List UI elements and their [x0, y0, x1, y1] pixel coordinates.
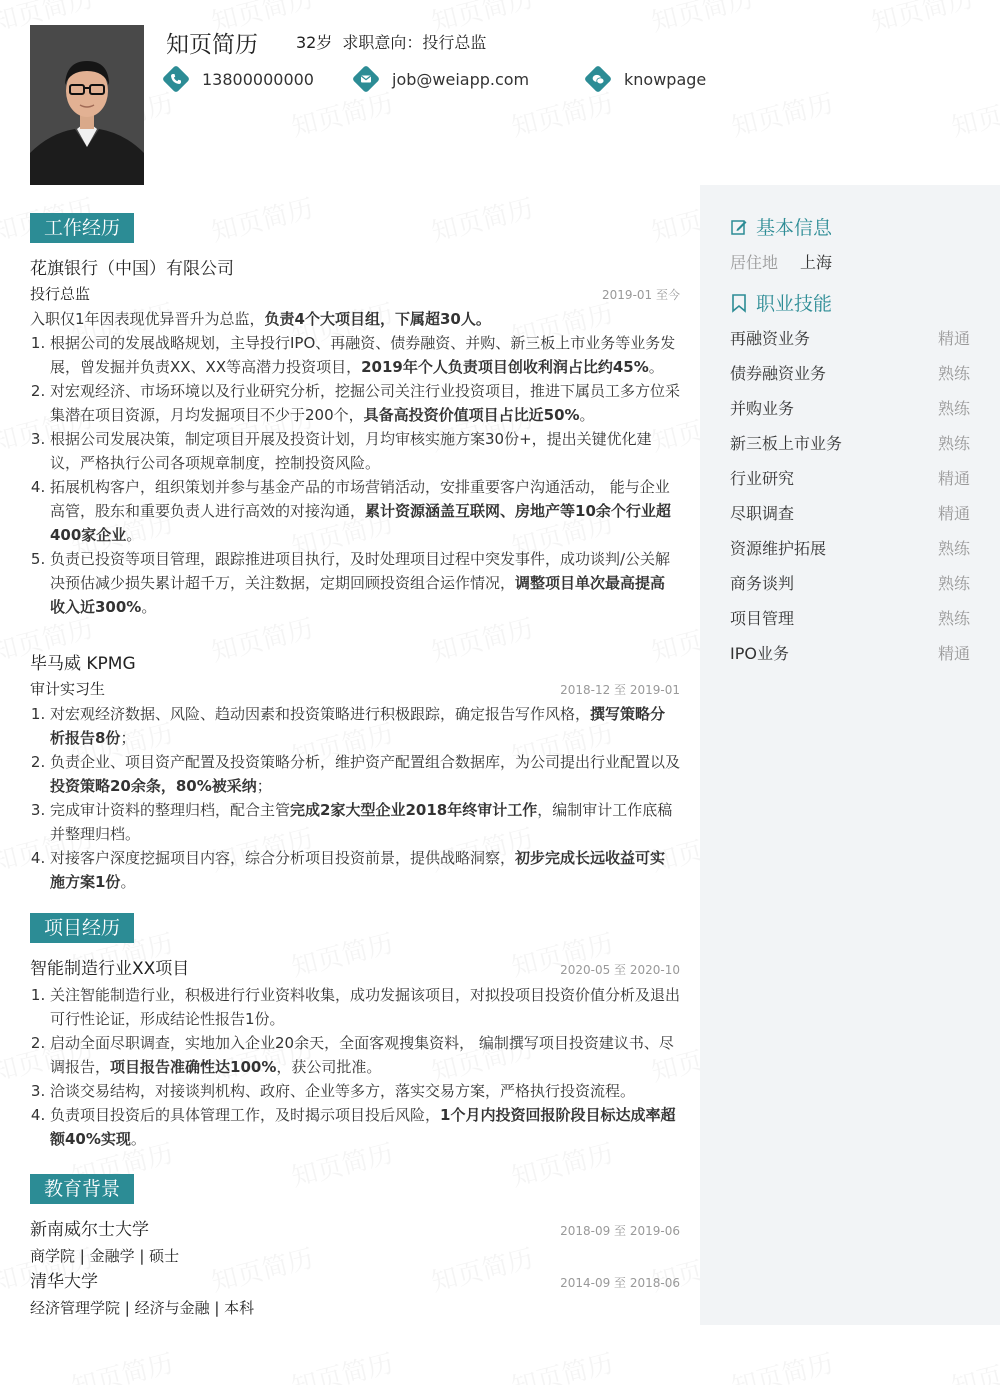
intent-label: 求职意向： [342, 33, 423, 52]
residence-value: 上海 [800, 253, 833, 272]
user-photo-icon [30, 25, 144, 185]
list-item [50, 1031, 680, 1079]
item-text: 洽谈交易结构，对接谈判机构、政府、企业等多方，落实交易方案，严格执行投资流程。 [50, 1082, 636, 1100]
intro-text: 入职仅1年因表现优异晋升为总监， [30, 310, 265, 328]
item-text: 根据公司的发展战略规划，主导投行IPO、再融资、债券融资、并购、新三板上市业务等业务发展，曾发掘并负责XX、XX等高潜力投资项目， [50, 334, 676, 376]
skill-row [730, 536, 970, 559]
project-title-row [30, 957, 680, 983]
watermark-text [647, 0, 757, 39]
item-text: ，获公司批准。 [276, 1058, 382, 1076]
item-text: 负责已投资等项目管理，跟踪推进项目执行，及时处理项目过程中突发事件，成功谈判/公关解决预估减少损失累计超千万，关注数据，定期回顾投资组合运作情况， [50, 550, 671, 592]
watermark-text [947, 1343, 1000, 1385]
item-text: 负责企业、项目资产配置及投资策略分析，维护资产配置组合数据库，为公司提出行业配置以及 [50, 753, 681, 771]
intent-value: 投行总监 [422, 33, 487, 52]
company-name: 花旗银行（中国）有限公司 [30, 259, 234, 279]
work-bullets [30, 331, 680, 619]
role: 投行总监 [30, 285, 91, 303]
item-text: 。 [126, 526, 142, 544]
watermark-text [287, 83, 397, 144]
item-text: 负责项目投资后的具体管理工作，及时揭示项目投后风险， [50, 1106, 441, 1124]
phone-icon [162, 65, 190, 93]
skill-name: 新三板上市业务 [730, 434, 843, 453]
work-item-1 [30, 257, 680, 619]
list-item [50, 379, 680, 427]
item-text: 。 [141, 598, 157, 616]
watermark-text [427, 188, 537, 249]
item-text: 对宏观经济数据、风险、趋动因素和投资策略进行积极跟踪，确定报告写作风格， [50, 705, 591, 723]
school-name: 新南威尔士大学 [30, 1220, 149, 1240]
list-item [50, 1079, 680, 1103]
watermark-text [67, 1343, 177, 1385]
skill-name: 资源维护拓展 [730, 539, 827, 558]
list-item [50, 983, 680, 1031]
project-name: 智能制造行业XX项目 [30, 959, 190, 979]
age: 32岁 [296, 33, 333, 52]
skill-row [730, 396, 970, 419]
item-text: 拓展机构客户，组织策划并参与基金产品的市场营销活动，安排重要客户沟通活动， 能与企业高管，股东和重要负责人进行高效的对接沟通， [50, 478, 670, 520]
sidebar [700, 185, 1000, 1325]
highlight-text: 撰写策略分析报告8份 [50, 705, 666, 747]
section-education: 教育背景 [30, 1174, 134, 1204]
basic-info-label: 基本信息 [756, 217, 833, 239]
list-item [50, 702, 680, 750]
list-item [50, 427, 680, 475]
contact-phone [166, 66, 314, 92]
bookmark-icon [730, 293, 748, 313]
date: 2018-12 至 2019-01 [560, 683, 680, 697]
skill-name: 尽职调查 [730, 504, 795, 523]
skill-level: 熟练 [937, 574, 970, 593]
work-intro [30, 307, 680, 331]
resume-name: 知页简历 [166, 32, 258, 58]
list-item [50, 547, 680, 619]
residence-row [730, 250, 832, 273]
watermark-text [727, 83, 837, 144]
school-name: 清华大学 [30, 1272, 98, 1292]
skill-level: 精通 [937, 504, 970, 523]
list-item [50, 798, 680, 846]
item-text: 。 [130, 1130, 146, 1148]
skill-row [730, 326, 970, 349]
project-bullets [30, 983, 680, 1151]
highlight-text: 初步完成长远收益可实施方案1份 [50, 849, 666, 891]
list-item [50, 331, 680, 379]
item-text: 。 [579, 406, 595, 424]
skill-row [730, 606, 970, 629]
education-item-2 [30, 1270, 680, 1320]
contact-site [588, 66, 706, 92]
watermark-text [727, 1343, 837, 1385]
item-text: 对接客户深度挖掘项目内容，综合分析项目投资前景，提供战略洞察， [50, 849, 516, 867]
email-text[interactable]: job@weiapp.com [392, 69, 530, 89]
item-text: 完成审计资料的整理归档，配合主管 [50, 801, 291, 819]
list-item [50, 750, 680, 798]
skill-level: 熟练 [937, 609, 970, 628]
item-text: 关注智能制造行业，积极进行行业资料收集，成功发掘该项目，对拟投项目投资价值分析及退出可行性论证，形成结论性报告1份。 [50, 986, 681, 1028]
site-text: knowpage [624, 69, 707, 89]
skill-name: IPO业务 [730, 644, 789, 663]
school-detail: 经济管理学院 | 经济与金融 | 本科 [30, 1299, 255, 1317]
highlight-text: 具备高投资价值项目占比近50% [363, 406, 580, 424]
role-row [30, 282, 680, 307]
intro-highlight: 负责4个大项目组，下属超30人。 [264, 310, 491, 328]
skill-level: 熟练 [937, 434, 970, 453]
item-text: 对宏观经济、市场环境以及行业研究分析，挖掘公司关注行业投资项目，推进下属员工多方位采集潜在项目资源，月均发掘项目不少于200个， [50, 382, 681, 424]
skills-label: 职业技能 [756, 293, 833, 315]
school-row [30, 1218, 680, 1244]
role-row [30, 677, 680, 702]
highlight-text: 1个月内投资回报阶段目标达成率超额40%实现 [50, 1106, 676, 1148]
highlight-text: 2019年个人负责项目创收利润占比约45% [361, 358, 649, 376]
skill-name: 并购业务 [730, 399, 795, 418]
company-name: 毕马威 KPMG [30, 654, 136, 674]
education-item-1 [30, 1218, 680, 1268]
item-text: 。 [648, 358, 664, 376]
work-bullets [30, 702, 680, 894]
item-text: ； [256, 777, 272, 795]
watermark-text [947, 83, 1000, 144]
skill-row [730, 361, 970, 384]
date: 2018-09 至 2019-06 [560, 1224, 680, 1238]
skill-level: 熟练 [937, 399, 970, 418]
skill-name: 再融资业务 [730, 329, 811, 348]
skill-level: 熟练 [937, 364, 970, 383]
edit-icon [730, 218, 748, 236]
header-meta [296, 30, 496, 53]
skill-level: 精通 [937, 644, 970, 663]
highlight-text: 项目报告准确性达100% [110, 1058, 277, 1076]
skill-name: 债券融资业务 [730, 364, 827, 383]
item-text: ； [120, 729, 136, 747]
date: 2019-01 至今 [602, 288, 680, 302]
highlight-text: 投资策略20余条，80%被采纳 [50, 777, 257, 795]
highlight-text: 完成2家大型企业2018年终审计工作 [290, 801, 538, 819]
skill-level: 精通 [937, 329, 970, 348]
school-detail: 商学院 | 金融学 | 硕士 [30, 1247, 180, 1265]
skill-level: 精通 [937, 469, 970, 488]
work-item-2 [30, 652, 680, 894]
watermark-text [867, 0, 977, 39]
list-item [50, 1103, 680, 1151]
basic-info-title [730, 213, 832, 240]
date: 2014-09 至 2018-06 [560, 1276, 680, 1290]
highlight-text: 调整项目单次最高提高收入近300% [50, 574, 666, 616]
skill-row [730, 641, 970, 664]
section-project: 项目经历 [30, 913, 134, 943]
list-item [50, 846, 680, 894]
phone-text: 13800000000 [202, 69, 314, 89]
contact-email [356, 66, 529, 92]
role: 审计实习生 [30, 680, 106, 698]
school-row [30, 1270, 680, 1296]
skill-level: 熟练 [937, 539, 970, 558]
skill-row [730, 571, 970, 594]
list-item [50, 475, 680, 547]
skill-row [730, 501, 970, 524]
item-text: 。 [120, 873, 136, 891]
watermark-text [507, 83, 617, 144]
skill-name: 行业研究 [730, 469, 795, 488]
skill-row [730, 466, 970, 489]
mail-icon [352, 65, 380, 93]
section-work: 工作经历 [30, 213, 134, 243]
skill-name: 项目管理 [730, 609, 795, 628]
item-text: 启动全面尽职调查，实地加入企业20余天，全面客观搜集资料， 编制撰写项目投资建议书、尽调报告， [50, 1034, 674, 1076]
skills-title [730, 289, 832, 316]
skill-row [730, 431, 970, 454]
wechat-icon [584, 65, 612, 93]
residence-label: 居住地 [730, 253, 779, 272]
highlight-text: 累计资源涵盖互联网、房地产等10余个行业超400家企业 [50, 502, 671, 544]
watermark-text [207, 188, 317, 249]
watermark-text [287, 1343, 397, 1385]
item-text: 根据公司发展决策，制定项目开展及投资计划，月均审核实施方案30份+，提出关键优化建议，严格执行公司各项规章制度，控制投资风险。 [50, 430, 652, 472]
item-text: ，编制审计工作底稿并整理归档。 [50, 801, 673, 843]
watermark-text [507, 1343, 617, 1385]
date: 2020-05 至 2020-10 [560, 963, 680, 977]
skill-name: 商务谈判 [730, 574, 795, 593]
project-item [30, 957, 680, 1151]
